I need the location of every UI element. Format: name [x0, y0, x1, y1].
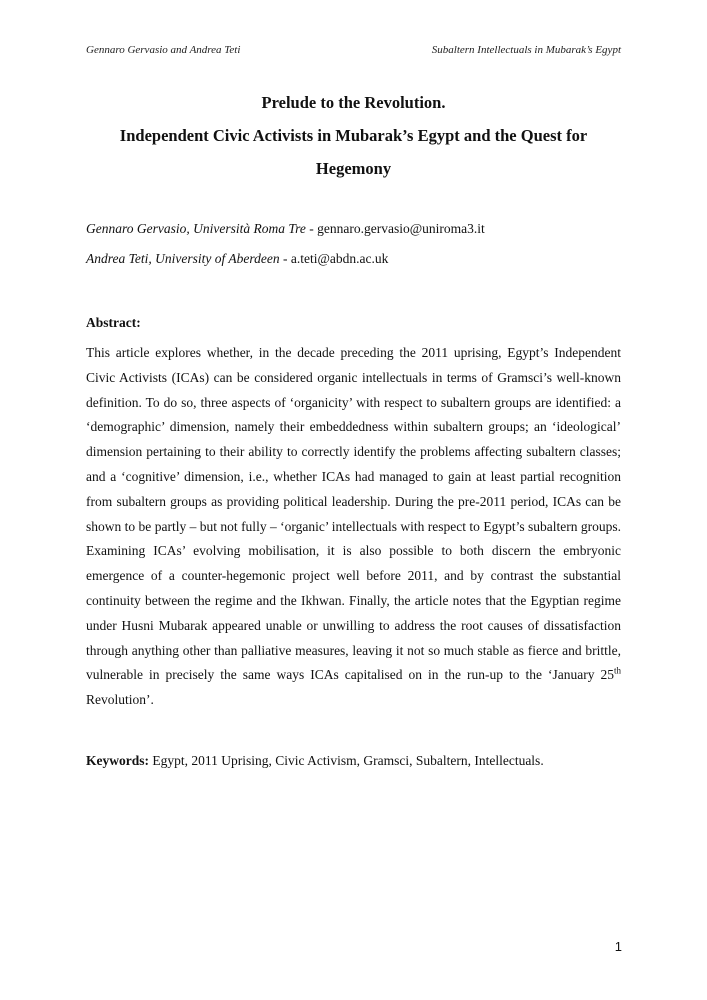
abstract-heading: Abstract:	[86, 315, 141, 330]
author-2	[86, 244, 621, 274]
page-number: 1	[614, 939, 622, 954]
author-list	[86, 214, 621, 274]
keywords-list: Egypt, 2011 Uprising, Civic Activism, Gramsci, Subaltern, Intellectuals.	[149, 753, 544, 768]
keywords	[86, 748, 621, 774]
abstract-text-end: Revolution’.	[86, 692, 154, 708]
author-2-affiliation: Andrea Teti, University of Aberdeen	[86, 251, 280, 266]
author-2-email[interactable]: a.teti@abdn.ac.uk	[290, 251, 389, 266]
abstract-text-main: This article explores whether, in the decade preceding the 2011 uprising, Egypt’s Independent Civic Activists (ICAs) can be considered organic intellectuals in terms of Gramsci’s well-known definition. To do so, three aspects of ‘organicity’ with respect to subaltern groups are identified: a ‘demographic’ dimension, namely their embeddedness within subaltern groups; an ‘ideological’ dimension pertaining to their ability to correctly identify the problems affecting subaltern classes; and a ‘cognitive’ dimension, i.e., whether ICAs had managed to gain at least partial recognition from subaltern groups as providing political leadership. During the pre-2011 period, ICAs can be shown to be partly – but not fully – ‘organic’ intellectuals with respect to Egypt’s subaltern groups. Examining ICAs’ evolving mobilisation, it is also possible to both discern the embryonic emergence of a counter-hegemonic project well before 2011, and by contrast the substantial continuity between the regime and the Ikhwan. Finally, the article notes that the Egyptian regime under Husni Mubarak appeared unable or unwilling to address the root causes of dissatisfaction through anything other than palliative measures, leaving it not so much stable as fierce and brittle, vulnerable in precisely the same ways ICAs capitalised on in the run-up to the ‘January 25	[86, 345, 621, 683]
keywords-label: Keywords:	[86, 753, 149, 768]
header-short-title: Subaltern Intellectuals in Mubarak’s Egypt	[431, 44, 621, 56]
author-1-affiliation: Gennaro Gervasio, Università Roma Tre	[86, 221, 306, 236]
author-1	[86, 214, 621, 244]
paper-title	[86, 86, 621, 185]
author-2-separator: -	[279, 251, 291, 266]
author-1-email[interactable]: gennaro.gervasio@uniroma3.it	[317, 221, 485, 236]
abstract-text	[86, 341, 621, 713]
abstract-superscript: th	[613, 665, 621, 676]
title-line-2: Independent Civic Activists in Mubarak’s Egypt and the Quest for Hegemony	[119, 126, 588, 178]
header-authors: Gennaro Gervasio and Andrea Teti	[86, 44, 241, 56]
title-line-1: Prelude to the Revolution.	[261, 93, 446, 112]
author-1-separator: -	[305, 221, 318, 236]
running-header	[86, 44, 621, 56]
